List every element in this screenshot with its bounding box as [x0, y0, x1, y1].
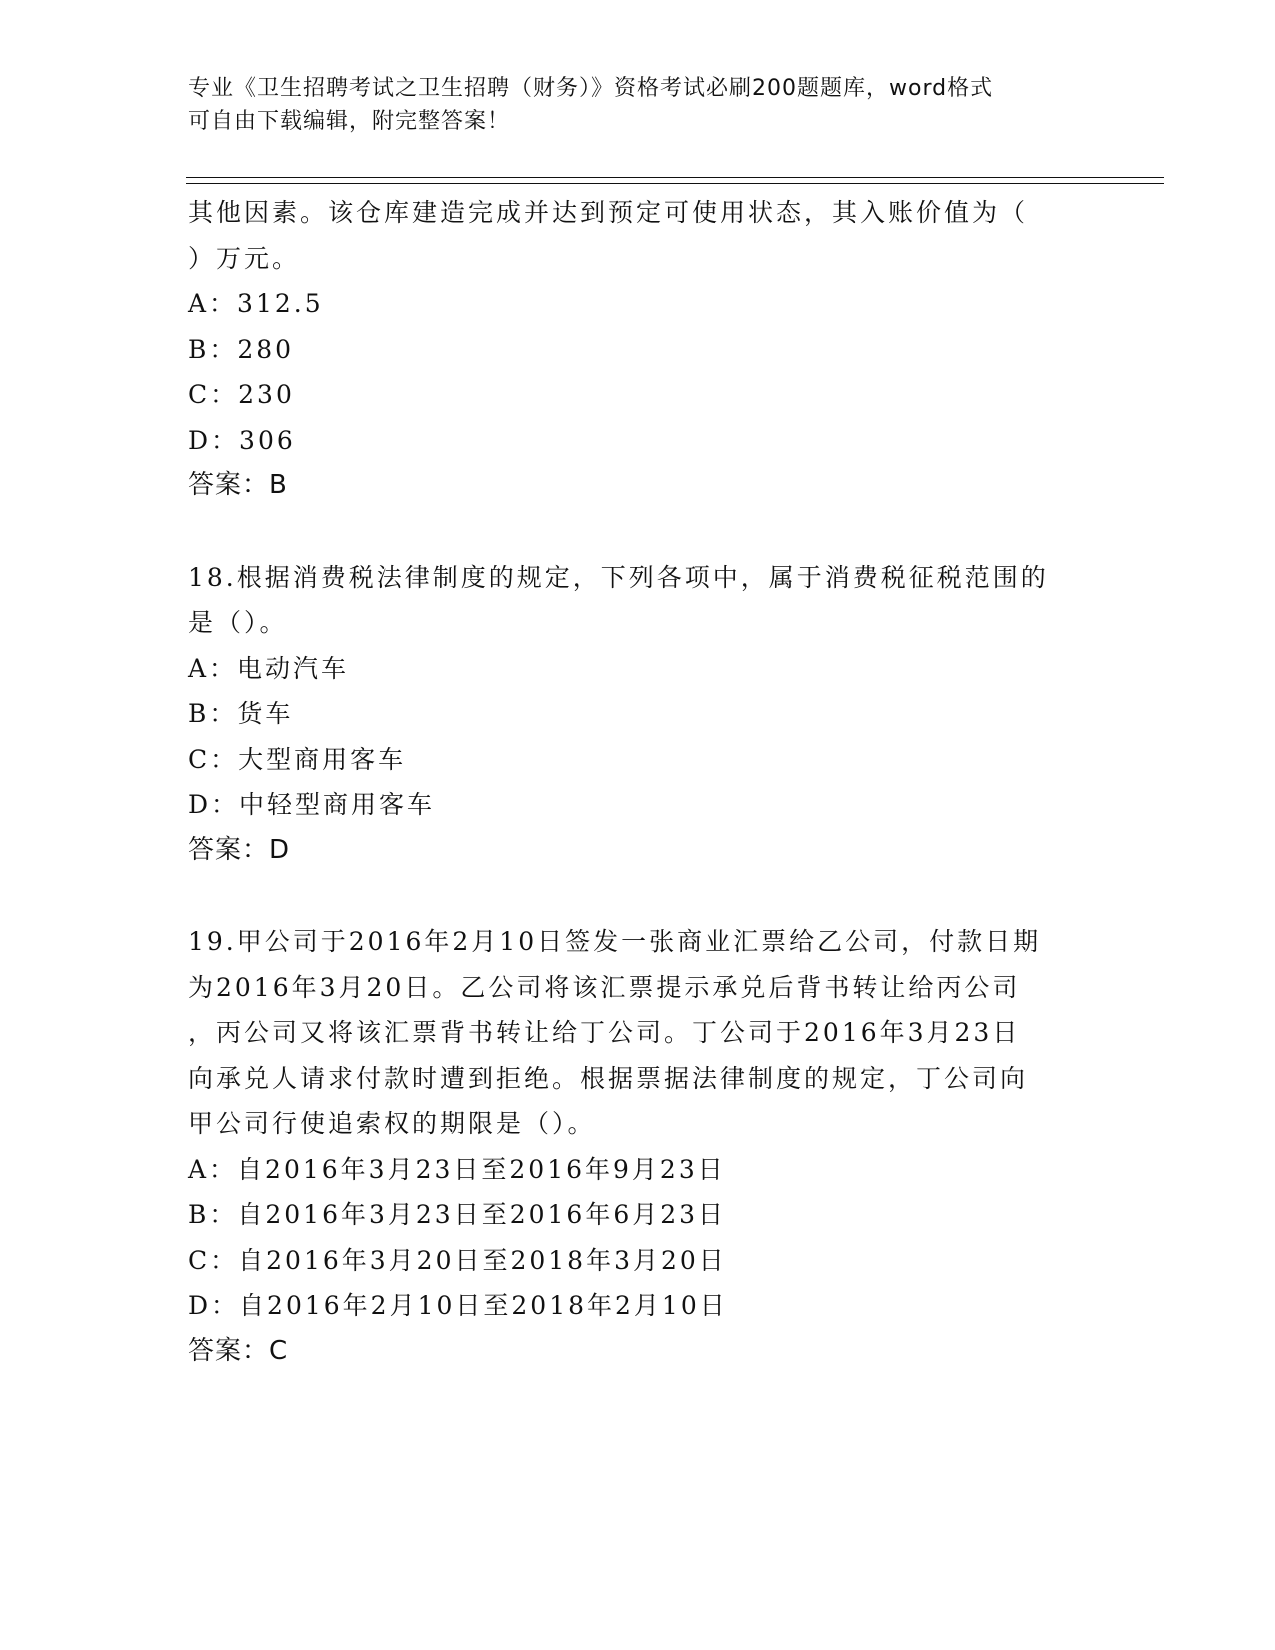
- option-b: B：货车: [188, 699, 294, 728]
- question-19: [188, 919, 1088, 1374]
- question-stem-line: 甲公司行使追索权的期限是（）。: [188, 1109, 596, 1138]
- option-a: A：312.5: [188, 289, 324, 318]
- option-c: C：大型商用客车: [188, 744, 407, 774]
- option-a: A：电动汽车: [188, 653, 350, 683]
- question-stem-line: 19.甲公司于2016年2月10日签发一张商业汇票给乙公司，付款日期: [188, 927, 1042, 956]
- option-d: D：自2016年2月10日至2018年2月10日: [188, 1291, 728, 1320]
- question-stem-line: 为2016年3月20日。乙公司将该汇票提示承兑后背书转让给丙公司: [188, 972, 1021, 1002]
- option-c: C：230: [188, 380, 295, 409]
- answer-label: 答案：B: [188, 470, 288, 500]
- question-18: [188, 555, 1088, 874]
- option-d: D：中轻型商用客车: [188, 790, 436, 819]
- question-stem-line: 18.根据消费税法律制度的规定，下列各项中，属于消费税征税范围的: [188, 562, 1049, 592]
- question-spacer: [188, 509, 1088, 555]
- header-line-2: 可自由下载编辑，附完整答案！: [188, 109, 511, 134]
- header-divider-top: [186, 177, 1164, 178]
- question-stem-line: 其他因素。该仓库建造完成并达到预定可使用状态，其入账价值为（: [188, 198, 1029, 227]
- option-d: D：306: [188, 425, 296, 455]
- header-line-1: 专业《卫生招聘考试之卫生招聘（财务）》资格考试必刷200题题库，word格式: [188, 76, 994, 101]
- question-17: [188, 190, 1088, 509]
- option-a: A：自2016年3月23日至2016年9月23日: [188, 1154, 726, 1184]
- header-divider-bottom: [186, 183, 1164, 184]
- question-stem-line: 是（）。: [188, 608, 288, 637]
- answer-label: 答案：D: [188, 834, 291, 865]
- option-b: B：280: [188, 334, 295, 364]
- question-stem-line: ，丙公司又将该汇票背书转让给丁公司。丁公司于2016年3月23日: [188, 1018, 1021, 1047]
- document-header: [188, 72, 1088, 138]
- question-stem-line: 向承兑人请求付款时遭到拒绝。根据票据法律制度的规定，丁公司向: [188, 1063, 1029, 1093]
- question-spacer: [188, 873, 1088, 919]
- question-list: [188, 190, 1088, 1374]
- question-stem-line: ）万元。: [188, 243, 301, 273]
- answer-label: 答案：C: [188, 1335, 289, 1366]
- option-b: B：自2016年3月23日至2016年6月23日: [188, 1200, 727, 1229]
- option-c: C：自2016年3月20日至2018年3月20日: [188, 1245, 727, 1275]
